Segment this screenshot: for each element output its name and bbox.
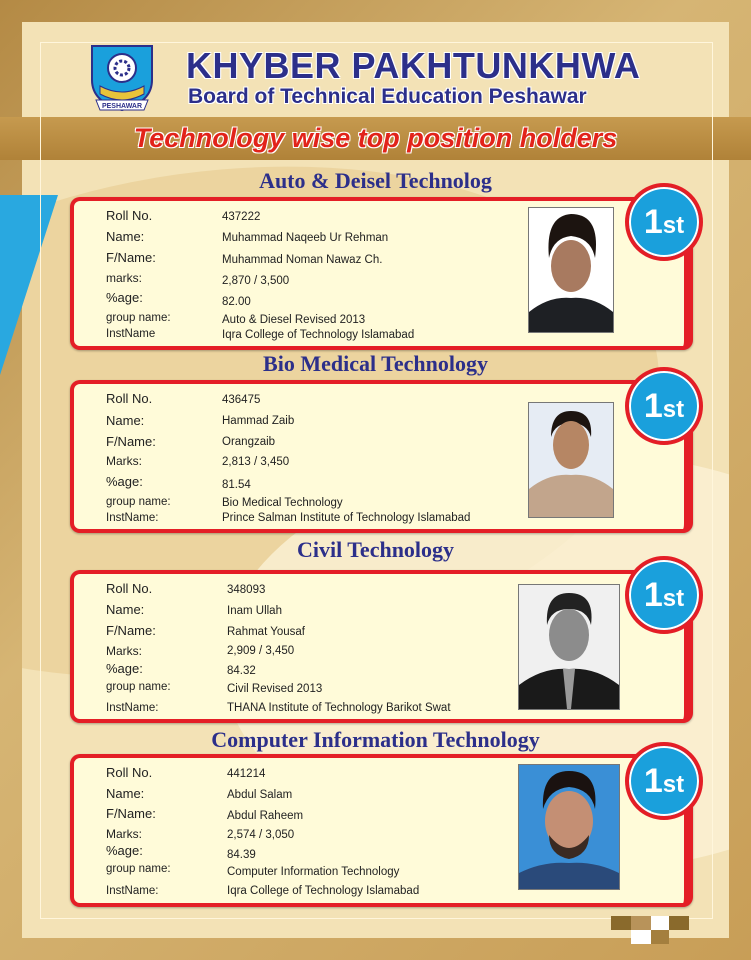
group-name-label: group name: [106, 496, 171, 508]
student-photo [518, 764, 620, 890]
group-name-value: Civil Revised 2013 [227, 683, 323, 695]
marks-value: 2,870 / 3,500 [222, 275, 290, 287]
decorative-square [651, 916, 669, 930]
father-name-value: Abdul Raheem [227, 810, 304, 822]
position-number: 1 [643, 203, 663, 241]
father-name-label: F/Name: [106, 806, 156, 821]
percentage-value: 82.00 [222, 296, 251, 308]
percentage-label: %age: [106, 843, 143, 858]
percentage-label: %age: [106, 474, 143, 489]
institute-label: InstName: [106, 885, 159, 897]
institute-value: Prince Salman Institute of Technology Islamabad [222, 512, 471, 524]
group-name-value: Auto & Diesel Revised 2013 [222, 314, 366, 326]
percentage-value: 81.54 [222, 479, 251, 491]
roll-no-value: 437222 [222, 211, 261, 223]
logo-text: PESHAWAR [101, 103, 143, 110]
father-name-label: F/Name: [106, 434, 156, 449]
decorative-square [631, 930, 651, 944]
marks-label: Marks: [106, 827, 142, 841]
position-suffix: st [662, 585, 685, 612]
group-name-value: Bio Medical Technology [222, 497, 343, 509]
name-label: Name: [106, 229, 145, 244]
position-number: 1 [643, 387, 663, 425]
group-name-label: group name: [106, 681, 171, 693]
position-card-bio-medical [70, 380, 693, 533]
institute-value: Iqra College of Technology Islamabad [222, 329, 415, 341]
decorative-square [669, 916, 689, 930]
institute-label: InstName: [106, 512, 159, 524]
institute-label: InstName: [106, 702, 159, 714]
group-name-label: group name: [106, 312, 171, 324]
banner-heading: Technology wise top position holders [133, 123, 618, 153]
name-label: Name: [106, 413, 145, 428]
position-badge [625, 367, 703, 445]
roll-no-label: Roll No. [106, 208, 153, 223]
position-suffix: st [662, 396, 685, 423]
section-title-bio-medical: Bio Medical Technology [263, 351, 488, 376]
position-number: 1 [643, 762, 663, 800]
blue-accent-shape [0, 195, 58, 375]
father-name-value: Rahmat Yousaf [227, 626, 306, 638]
marks-label: Marks: [106, 454, 142, 468]
roll-no-label: Roll No. [106, 391, 153, 406]
student-photo [518, 584, 620, 710]
marks-value: 2,574 / 3,050 [227, 829, 295, 841]
section-title-computer-information: Computer Information Technology [211, 727, 540, 752]
decorative-square [631, 916, 651, 930]
father-name-value: Orangzaib [222, 436, 276, 448]
institute-value: THANA Institute of Technology Barikot Swat [227, 702, 451, 714]
percentage-value: 84.32 [227, 665, 256, 677]
section-title-civil: Civil Technology [296, 537, 455, 562]
position-badge [625, 742, 703, 820]
father-name-value: Muhammad Noman Nawaz Ch. [222, 254, 383, 266]
institute-label: InstName [106, 328, 156, 340]
decorative-square [651, 930, 669, 944]
group-name-value: Computer Information Technology [227, 866, 400, 878]
roll-no-label: Roll No. [106, 581, 153, 596]
page-subtitle: Board of Technical Education Peshawar [188, 85, 587, 108]
name-value: Abdul Salam [227, 789, 293, 801]
position-badge [625, 556, 703, 634]
marks-value: 2,909 / 3,450 [227, 645, 295, 657]
percentage-label: %age: [106, 290, 143, 305]
position-number: 1 [643, 576, 663, 614]
name-value: Hammad Zaib [222, 415, 295, 427]
position-suffix: st [662, 771, 685, 798]
name-value: Inam Ullah [227, 605, 282, 617]
marks-label: Marks: [106, 644, 142, 658]
percentage-value: 84.39 [227, 849, 256, 861]
name-label: Name: [106, 602, 145, 617]
father-name-label: F/Name: [106, 250, 156, 265]
roll-no-value: 441214 [227, 768, 266, 780]
student-photo [528, 207, 614, 333]
position-suffix: st [662, 212, 685, 239]
institute-value: Iqra College of Technology Islamabad [227, 885, 420, 897]
page-title: KHYBER PAKHTUNKHWA [186, 45, 641, 86]
decorative-square [611, 916, 631, 930]
board-logo-icon [84, 40, 160, 114]
name-value: Muhammad Naqeeb Ur Rehman [222, 232, 389, 244]
roll-no-value: 436475 [222, 394, 261, 406]
position-card-civil [70, 570, 693, 723]
name-label: Name: [106, 786, 145, 801]
marks-label: marks: [106, 271, 142, 285]
section-title-auto-diesel: Auto & Deisel Technolog [259, 168, 492, 193]
group-name-label: group name: [106, 863, 171, 875]
percentage-label: %age: [106, 661, 143, 676]
father-name-label: F/Name: [106, 623, 156, 638]
position-card-computer-information [70, 754, 693, 907]
position-card-auto-diesel [70, 197, 693, 350]
roll-no-label: Roll No. [106, 765, 153, 780]
position-badge [625, 183, 703, 261]
roll-no-value: 348093 [227, 584, 266, 596]
marks-value: 2,813 / 3,450 [222, 456, 290, 468]
student-photo [528, 402, 614, 518]
